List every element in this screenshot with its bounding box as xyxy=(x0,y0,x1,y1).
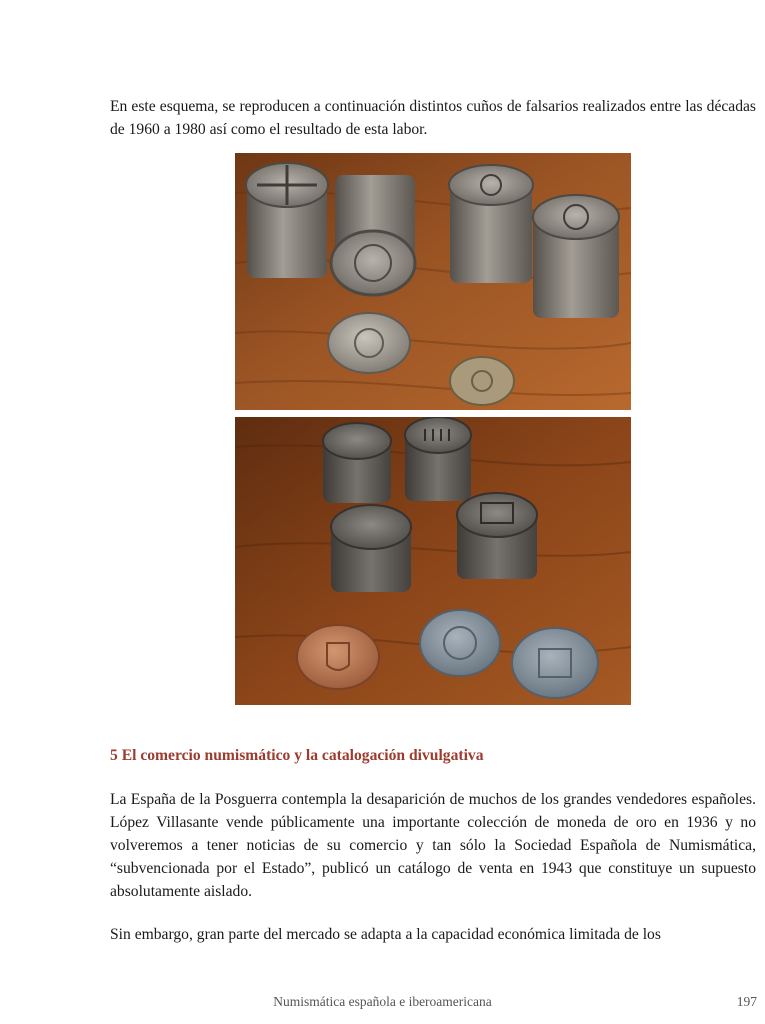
section-heading: 5 El comercio numismático y la catalogación divulgativa xyxy=(110,747,484,764)
footer-publication-title: Numismática española e iberoamericana xyxy=(273,994,492,1009)
body-paragraph: La España de la Posguerra contempla la desaparición de muchos de los grandes vendedores españoles. López Villasante vende públicamente una importante colección de moneda de oro en 1936 y no volveremos a tener noticias de su comercio y tan sólo la Sociedad Española de Numismática, “subvencionada por el Estado”, publicó un catálogo de venta en 1943 que constituye un supuesto absolutamente aislado. xyxy=(110,791,756,900)
photo-forger-dies-bottom xyxy=(235,417,631,705)
intro-paragraph: En este esquema, se reproducen a continuación distintos cuños de falsarios realizados entre las décadas de 1960 a 1980 así como el resultado de esta labor. xyxy=(110,98,756,138)
page-number: 197 xyxy=(736,994,757,1009)
body-paragraph-continued: Sin embargo, gran parte del mercado se adapta a la capacidad económica limitada de los xyxy=(110,926,661,943)
photo-forger-dies-top xyxy=(235,153,631,410)
